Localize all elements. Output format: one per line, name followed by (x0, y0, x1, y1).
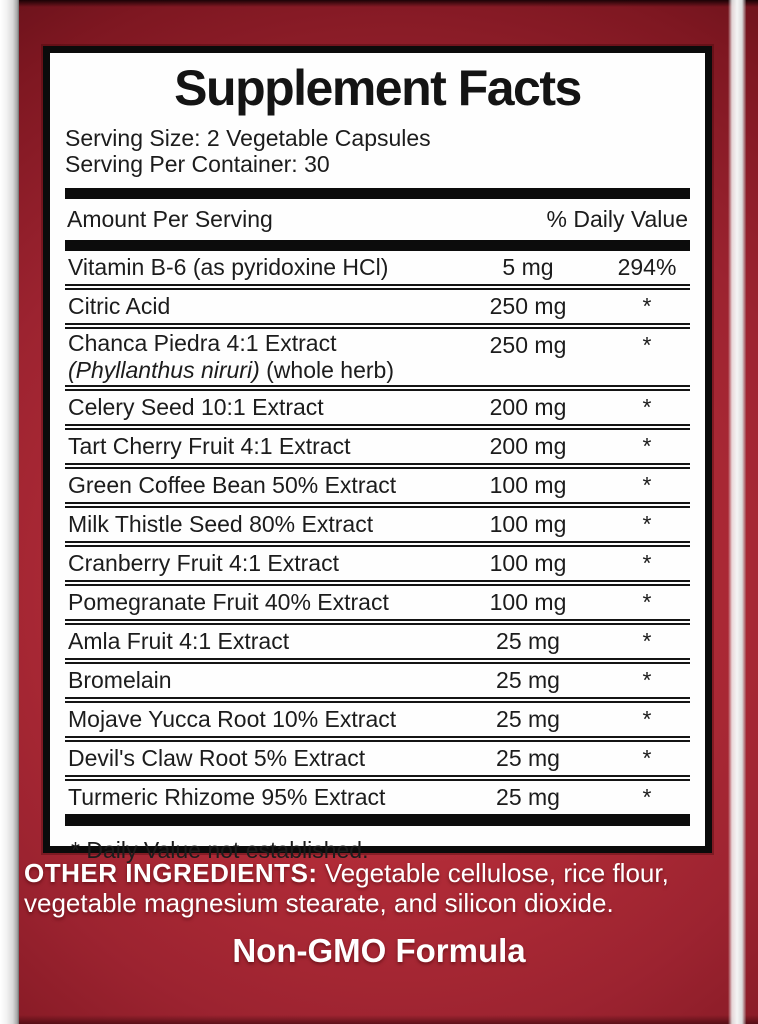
ingredient-dv: * (642, 511, 652, 537)
ingredient-dv: * (642, 433, 652, 459)
ingredient-dv: * (642, 332, 652, 358)
table-row (65, 502, 690, 541)
ingredient-name: Green Coffee Bean 50% Extract (68, 472, 397, 498)
ingredient-dv: * (642, 394, 652, 420)
servings-per-container: Serving Per Container: 30 (65, 151, 330, 177)
divider-bar-top (65, 188, 690, 199)
ingredient-name: Citric Acid (68, 293, 171, 319)
ingredient-name: Milk Thistle Seed 80% Extract (68, 511, 374, 537)
table-row (65, 541, 690, 580)
daily-value-footnote: * Daily Value not established. (71, 837, 369, 863)
ingredient-name: Celery Seed 10:1 Extract (68, 394, 324, 420)
table-row (65, 697, 690, 736)
ingredient-name: Cranberry Fruit 4:1 Extract (68, 550, 339, 576)
ingredient-amount: 100 mg (489, 511, 567, 537)
ingredient-name: Amla Fruit 4:1 Extract (68, 628, 290, 654)
serving-size: Serving Size: 2 Vegetable Capsules (65, 125, 431, 151)
ingredient-dv: * (642, 745, 652, 771)
table-row (65, 463, 690, 502)
supplement-facts-title: Supplement Facts (174, 60, 581, 116)
ingredient-dv: 294% (617, 254, 677, 280)
table-row (65, 284, 690, 323)
divider-bar-header (65, 240, 690, 251)
other-ingredients (24, 858, 734, 918)
table-row (65, 424, 690, 463)
ingredient-amount: 100 mg (489, 550, 567, 576)
ingredient-amount: 250 mg (489, 332, 567, 358)
ingredient-amount: 25 mg (496, 628, 560, 654)
label-bottom-text (24, 858, 734, 970)
ingredient-name: Turmeric Rhizome 95% Extract (68, 784, 386, 810)
left-edge-highlight (0, 0, 19, 1024)
table-row (65, 775, 690, 814)
ingredient-amount: 250 mg (489, 293, 567, 319)
ingredient-amount: 100 mg (489, 589, 567, 615)
ingredient-name: Tart Cherry Fruit 4:1 Extract (68, 433, 351, 459)
table-row (65, 658, 690, 697)
ingredient-name-latin-line: (Phyllanthus niruri) (whole herb) (68, 357, 394, 383)
ingredient-amount: 25 mg (496, 784, 560, 810)
ingredient-amount: 25 mg (496, 667, 560, 693)
ingredient-name: Mojave Yucca Root 10% Extract (68, 706, 397, 732)
ingredient-dv: * (642, 589, 652, 615)
ingredient-amount: 200 mg (489, 433, 567, 459)
other-ingredients-text: Vegetable cellulose, rice flour, vegetable magnesium stearate, and silicon dioxide. (24, 858, 669, 918)
divider-bar-bottom (65, 814, 690, 826)
table-row (65, 251, 690, 284)
ingredient-dv: * (642, 550, 652, 576)
amount-per-serving-label: Amount Per Serving (67, 206, 273, 232)
other-ingredients-label: OTHER INGREDIENTS: (24, 858, 318, 888)
ingredient-amount: 100 mg (489, 472, 567, 498)
top-edge-shadow (0, 0, 758, 7)
table-row (65, 619, 690, 658)
ingredient-dv: * (642, 784, 652, 810)
ingredient-name: Devil's Claw Root 5% Extract (68, 745, 366, 771)
ingredient-dv: * (642, 667, 652, 693)
ingredient-amount: 200 mg (489, 394, 567, 420)
daily-value-label: % Daily Value (546, 206, 688, 232)
ingredient-name: Chanca Piedra 4:1 Extract (Phyllanthus niruri) (whole herb) (65, 330, 452, 384)
serving-info (65, 125, 690, 177)
table-row (65, 323, 690, 385)
ingredient-name: Vitamin B-6 (as pyridoxine HCl) (68, 254, 389, 280)
ingredient-dv: * (642, 706, 652, 732)
supplement-facts-panel (43, 46, 712, 863)
bottom-edge-shadow (0, 1015, 758, 1024)
table-row (65, 736, 690, 775)
ingredient-dv: * (642, 628, 652, 654)
ingredient-amount: 5 mg (502, 254, 554, 280)
ingredient-name: Pomegranate Fruit 40% Extract (68, 589, 389, 615)
ingredient-dv: * (642, 293, 652, 319)
ingredient-amount: 25 mg (496, 706, 560, 732)
table-row (65, 580, 690, 619)
non-gmo-formula: Non-GMO Formula (232, 932, 526, 969)
facts-header-row (65, 199, 690, 240)
ingredient-dv: * (642, 472, 652, 498)
ingredient-name: Bromelain (68, 667, 172, 693)
facts-rows (65, 251, 690, 814)
table-row (65, 385, 690, 424)
ingredient-amount: 25 mg (496, 745, 560, 771)
